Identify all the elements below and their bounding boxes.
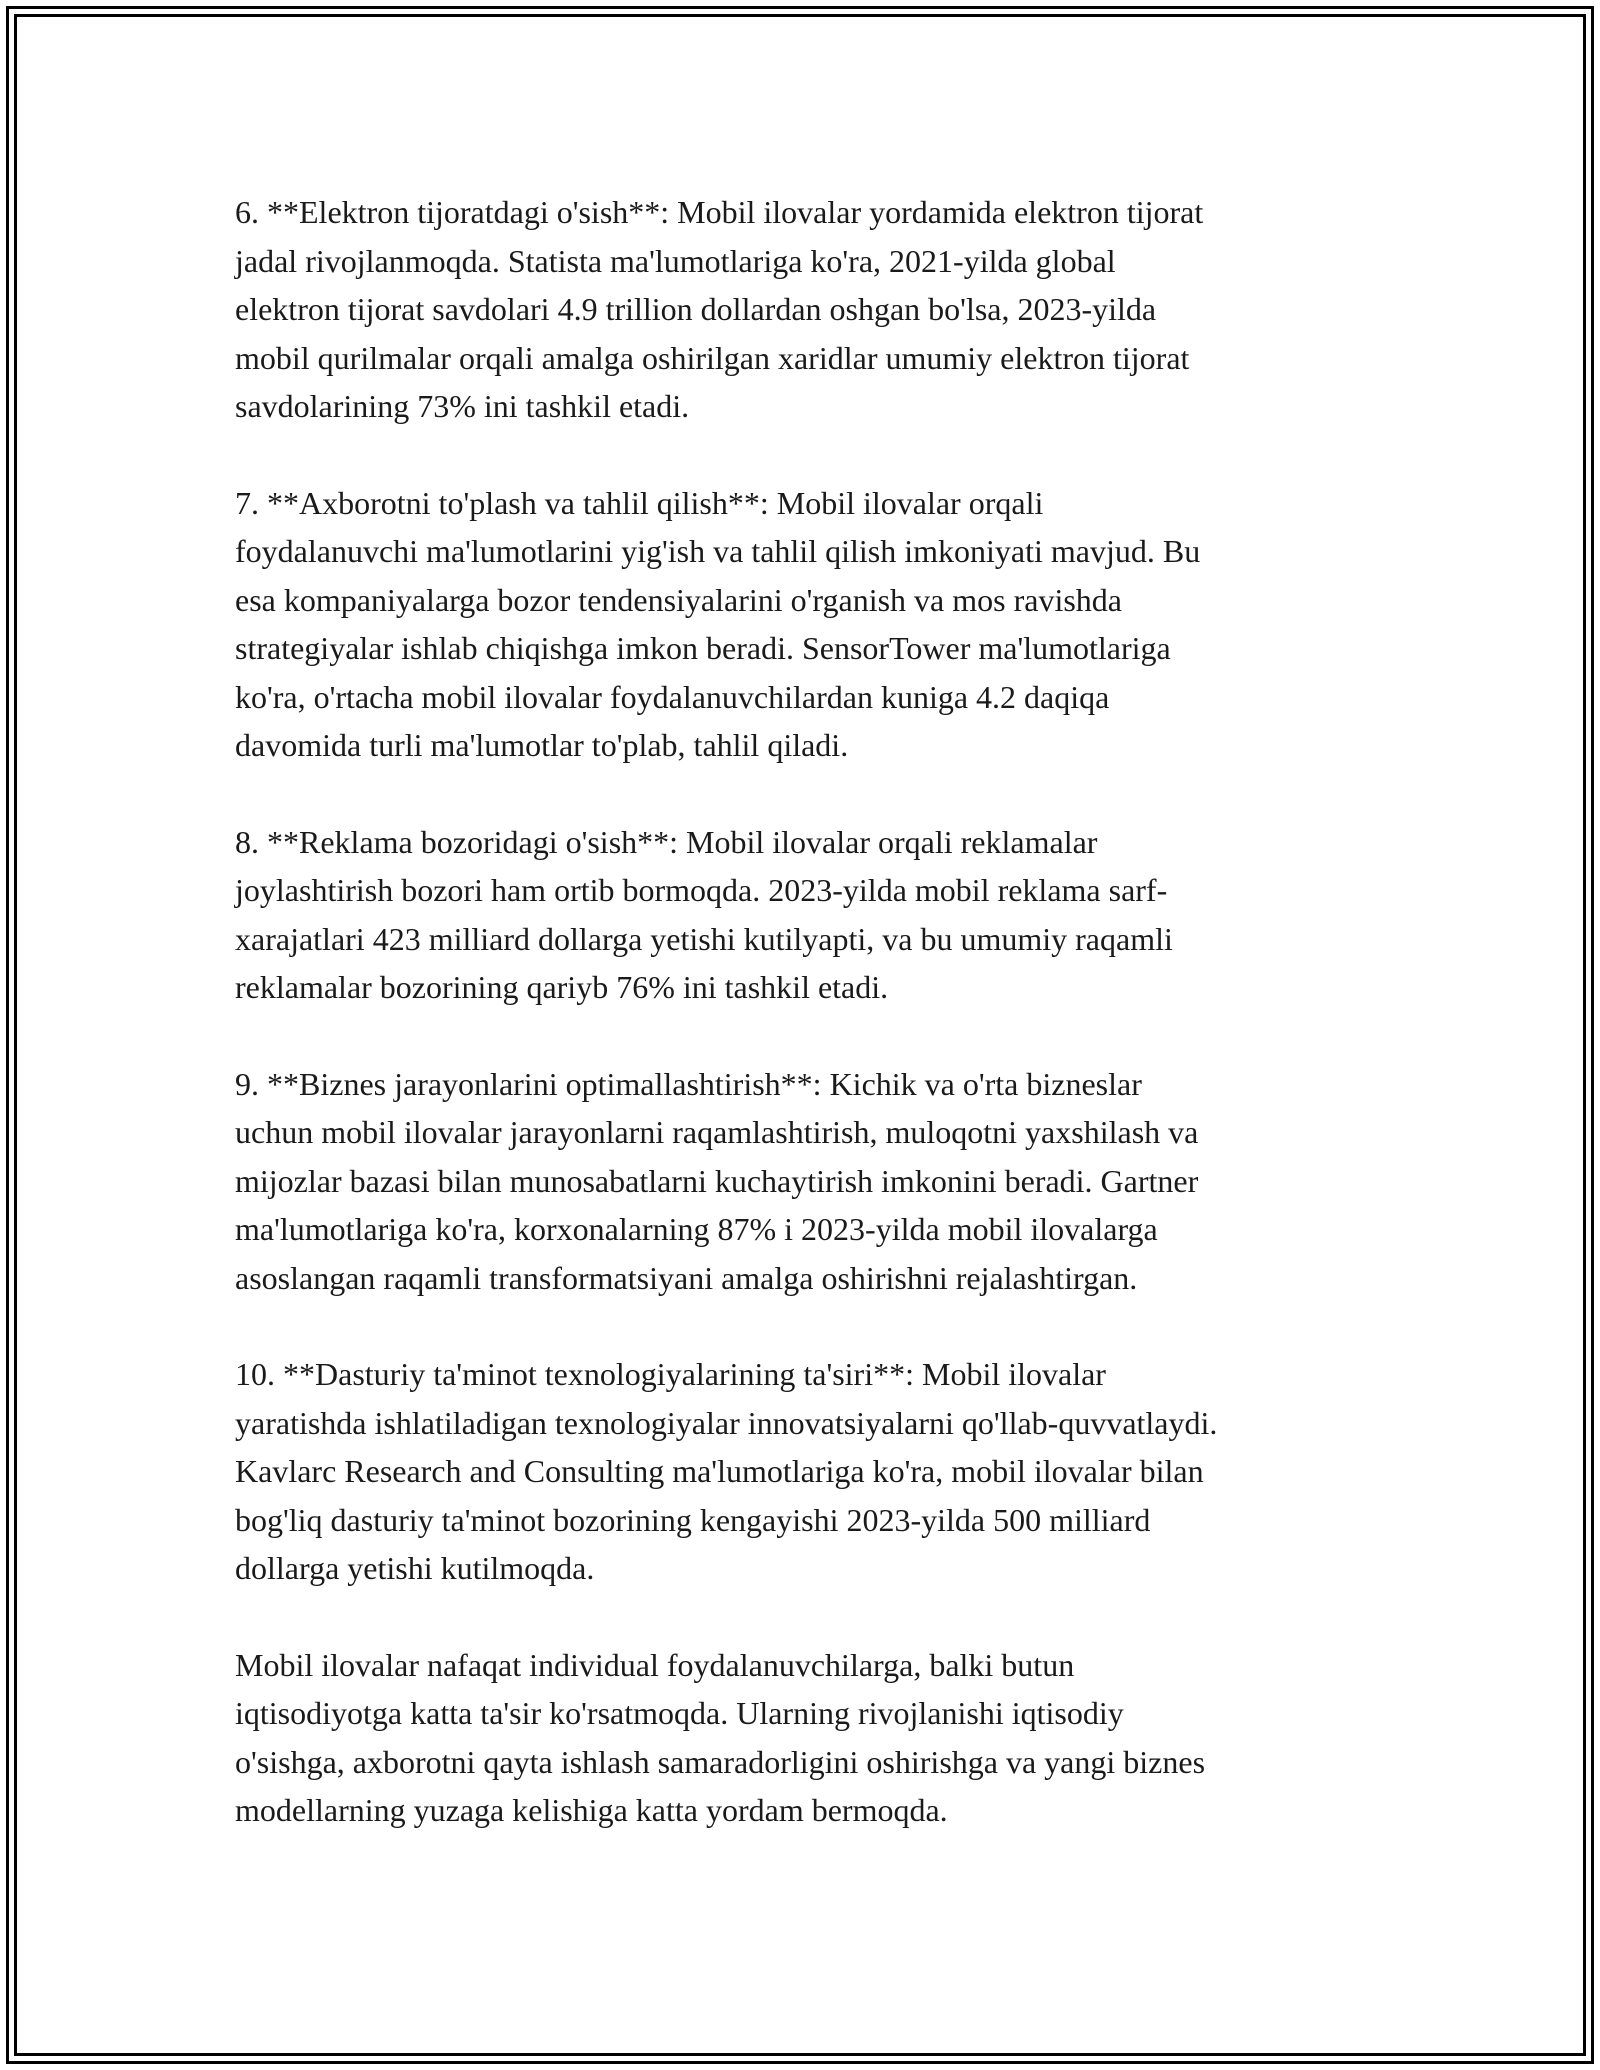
- paragraph-ecommerce-growth: 6. **Elektron tijoratdagi o'sish**: Mobil ilovalar yordamida elektron tijorat jadal rivojlanmoqda. Statista ma'lumotlariga ko'ra, 2021-yilda global elektron tijorat savdolari 4.9 trillion dollardan oshgan bo'lsa, 2023-yilda mobil qurilmalar orqali amalga oshirilgan xaridlar umumiy elektron tijorat savdolarining 73% ini tashkil etadi.: [235, 194, 1204, 424]
- document-body: [235, 188, 1365, 1883]
- paragraph-data-collection: 7. **Axborotni to'plash va tahlil qilish**: Mobil ilovalar orqali foydalanuvchi ma'lumotlarini yig'ish va tahlil qilish imkoniyati mavjud. Bu esa kompaniyalarga bozor tendensiyalarini o'rganish va mos ravishda strategiyalar ishlab chiqishga imkon beradi. SensorTower ma'lumotlariga ko'ra, o'rtacha mobil ilovalar foydalanuvchilardan kuniga 4.2 daqiqa davomida turli ma'lumotlar to'plab, tahlil qiladi.: [235, 484, 1201, 763]
- paragraph-software-impact: 10. **Dasturiy ta'minot texnologiyalarining ta'siri**: Mobil ilovalar yaratishda ishlatiladigan texnologiyalar innovatsiyalarni qo'llab-quvvatlaydi. Kavlarc Research and Consulting ma'lumotlariga ko'ra, mobil ilovalar bilan bog'liq dasturiy ta'minot bozorining kengayishi 2023-yilda 500 milliard dollarga yetishi kutilmoqda.: [235, 1356, 1218, 1586]
- paragraph-conclusion: Mobil ilovalar nafaqat individual foydalanuvchilarga, balki butun iqtisodiyotga katta ta'sir ko'rsatmoqda. Ularning rivojlanishi iqtisodiy o'sishga, axborotni qayta ishlash samaradorligini oshirishga va yangi biznes modellarning yuzaga kelishiga katta yordam bermoqda.: [235, 1646, 1206, 1828]
- paragraph-advertising-growth: 8. **Reklama bozoridagi o'sish**: Mobil ilovalar orqali reklamalar joylashtirish bozori ham ortib bormoqda. 2023-yilda mobil reklama sarf- xarajatlari 423 milliard dollarga yetishi kutilyapti, va bu umumiy raqamli reklamalar bozorining qariyb 76% ini tashkil etadi.: [235, 823, 1173, 1005]
- paragraph-business-optimization: 9. **Biznes jarayonlarini optimallashtirish**: Kichik va o'rta bizneslar uchun mobil ilovalar jarayonlarni raqamlashtirish, muloqotni yaxshilash va mijozlar bazasi bilan munosabatlarni kuchaytirish imkonini beradi. Gartner ma'lumotlariga ko'ra, korxonalarning 87% i 2023-yilda mobil ilovalarga asoslangan raqamli transformatsiyani amalga oshirishni rejalashtirgan.: [235, 1065, 1199, 1296]
